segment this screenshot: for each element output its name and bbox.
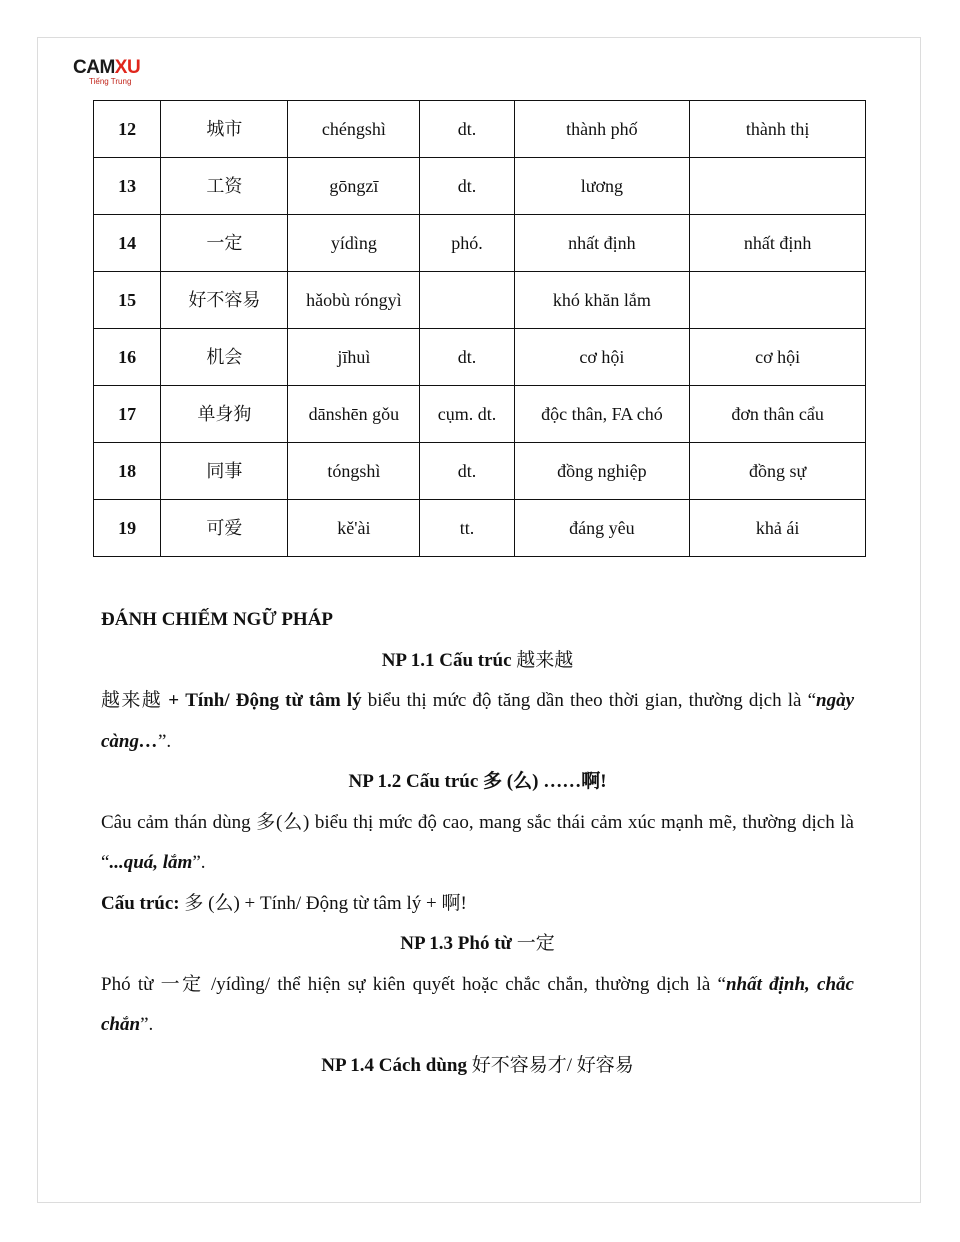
table-row <box>94 500 866 557</box>
table-row <box>94 101 866 158</box>
cell-hanzi: 城市 <box>161 101 288 158</box>
cell-meaning: cơ hội <box>514 329 690 386</box>
np11-end: ”. <box>158 730 172 752</box>
table-row <box>94 158 866 215</box>
table-row <box>94 443 866 500</box>
cell-han-viet: thành thị <box>690 101 866 158</box>
cell-pinyin: tóngshì <box>288 443 420 500</box>
cell-word-type: dt. <box>420 329 514 386</box>
cell-number: 14 <box>94 215 161 272</box>
np12-structure-label: Cấu trúc: <box>101 892 180 914</box>
np12-title-label: NP 1.2 Cấu trúc <box>348 771 479 792</box>
np13-title-chinese: 一定 <box>516 933 555 954</box>
vocabulary-table <box>93 100 866 557</box>
cell-pinyin: dānshēn gǒu <box>288 386 420 443</box>
cell-hanzi: 同事 <box>161 443 288 500</box>
cell-han-viet <box>690 272 866 329</box>
cell-hanzi: 好不容易 <box>161 272 288 329</box>
cell-word-type: tt. <box>420 500 514 557</box>
cell-word-type: dt. <box>420 443 514 500</box>
cell-han-viet: đơn thân cẩu <box>690 386 866 443</box>
cell-han-viet <box>690 158 866 215</box>
np13-title <box>101 924 854 965</box>
np11-text: biểu thị mức độ tăng dần theo thời gian, thường dịch là “ <box>367 690 817 711</box>
cell-word-type: cụm. dt. <box>420 386 514 443</box>
cell-meaning: đáng yêu <box>514 500 690 557</box>
cell-number: 13 <box>94 158 161 215</box>
np13-end: ”. <box>140 1014 154 1035</box>
cell-meaning: khó khăn lắm <box>514 272 690 329</box>
cell-han-viet: khả ái <box>690 500 866 557</box>
np11-chinese: 越来越 <box>101 690 163 711</box>
np12-end: ”. <box>192 852 206 873</box>
cell-number: 17 <box>94 386 161 443</box>
cell-han-viet: nhất định <box>690 215 866 272</box>
np12-text: Câu cảm thán dùng 多(么) biểu thị mức độ cao, mang sắc thái cảm xúc mạnh mẽ, thường dịch là “ <box>101 811 854 873</box>
cell-word-type: phó. <box>420 215 514 272</box>
logo-text-cam: CAM <box>73 57 115 78</box>
np13-title-label: NP 1.3 Phó từ <box>400 933 512 954</box>
cell-han-viet: cơ hội <box>690 329 866 386</box>
np11-title-label: NP 1.1 Cấu trúc <box>381 649 512 671</box>
np12-title-chinese: 多 (么) ……啊! <box>483 771 607 792</box>
cell-number: 15 <box>94 272 161 329</box>
np14-title <box>101 1046 854 1087</box>
cell-word-type <box>420 272 514 329</box>
cell-pinyin: hǎobù róngyì <box>288 272 420 329</box>
table-row <box>94 215 866 272</box>
cell-hanzi: 可爱 <box>161 500 288 557</box>
np12-paragraph <box>101 803 854 884</box>
np14-title-chinese: 好不容易才/ 好容易 <box>471 1054 634 1076</box>
cell-pinyin: chéngshì <box>288 101 420 158</box>
np12-translation: ...quá, lắm <box>109 852 193 873</box>
cell-meaning: nhất định <box>514 215 690 272</box>
np11-bold-text: + Tính/ Động từ tâm lý <box>168 690 362 711</box>
table-row <box>94 329 866 386</box>
grammar-section <box>101 600 854 1086</box>
cell-number: 12 <box>94 101 161 158</box>
np13-translation: nhất định, chắc chắn <box>101 973 854 1035</box>
logo-subtitle: Tiếng Trung <box>89 77 132 86</box>
cell-pinyin: yídìng <box>288 215 420 272</box>
np11-translation: ngày càng… <box>101 690 855 752</box>
np12-title <box>101 762 854 803</box>
cell-number: 16 <box>94 329 161 386</box>
np13-text: Phó từ 一定 /yídìng/ thể hiện sự kiên quyết hoặc chắc chắn, thường dịch là “ <box>101 973 726 995</box>
section-heading: ĐÁNH CHIẾM NGỮ PHÁP <box>101 609 334 630</box>
cell-meaning: lương <box>514 158 690 215</box>
cell-meaning: thành phố <box>514 101 690 158</box>
cell-meaning: đồng nghiệp <box>514 443 690 500</box>
cell-han-viet: đồng sự <box>690 443 866 500</box>
cell-word-type: dt. <box>420 158 514 215</box>
cell-hanzi: 工资 <box>161 158 288 215</box>
np11-title-chinese: 越来越 <box>516 649 574 671</box>
np13-paragraph <box>101 965 854 1046</box>
cell-meaning: độc thân, FA chó <box>514 386 690 443</box>
brand-logo <box>73 59 140 87</box>
np11-title <box>101 641 854 682</box>
logo-text-xu: XU <box>114 57 141 78</box>
np11-paragraph <box>101 681 854 762</box>
cell-pinyin: jīhuì <box>288 329 420 386</box>
np14-title-label: NP 1.4 Cách dùng <box>321 1054 467 1076</box>
cell-word-type: dt. <box>420 101 514 158</box>
np12-structure-text: 多 (么) + Tính/ Động từ tâm lý + 啊! <box>184 892 467 914</box>
cell-number: 18 <box>94 443 161 500</box>
cell-pinyin: gōngzī <box>288 158 420 215</box>
cell-hanzi: 单身狗 <box>161 386 288 443</box>
np12-structure <box>101 884 854 925</box>
cell-number: 19 <box>94 500 161 557</box>
cell-pinyin: kě'ài <box>288 500 420 557</box>
cell-hanzi: 机会 <box>161 329 288 386</box>
table-row <box>94 272 866 329</box>
table-row <box>94 386 866 443</box>
cell-hanzi: 一定 <box>161 215 288 272</box>
